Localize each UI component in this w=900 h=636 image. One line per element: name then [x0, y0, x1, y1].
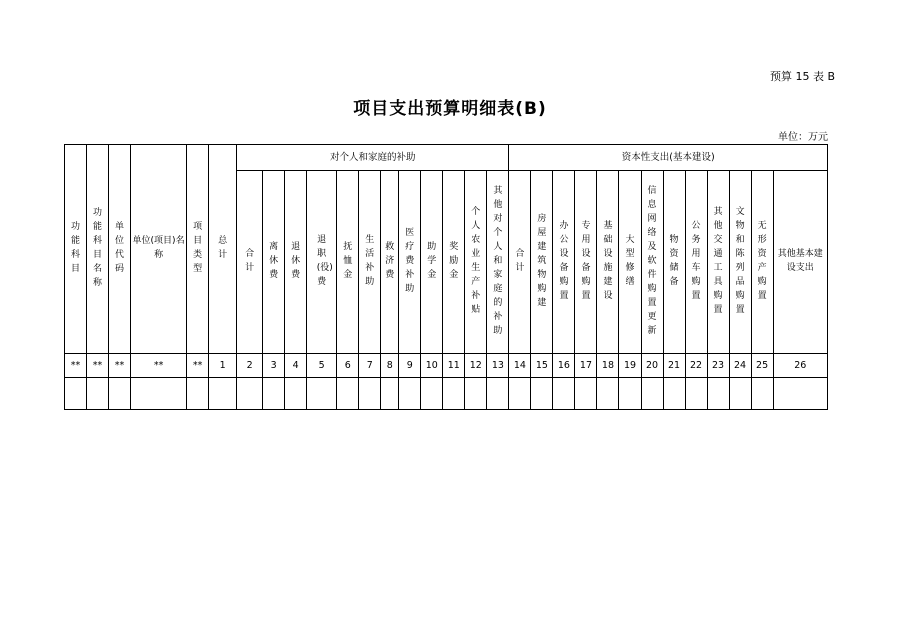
index-cell: 10	[421, 353, 443, 377]
index-cell: 13	[487, 353, 509, 377]
empty-cell	[531, 377, 553, 409]
empty-cell	[553, 377, 575, 409]
index-cell: 6	[337, 353, 359, 377]
capital-col-4: 专用设备购置	[575, 171, 597, 354]
capital-col-6: 大型修缮	[619, 171, 641, 354]
index-cell: 8	[381, 353, 399, 377]
capital-col-1: 合计	[509, 171, 531, 354]
index-cell: 1	[209, 353, 237, 377]
personal-col-7: 救济费	[381, 171, 399, 354]
index-cell: 25	[751, 353, 773, 377]
empty-cell	[443, 377, 465, 409]
index-cell: 7	[359, 353, 381, 377]
group-header-capital-expenditure: 资本性支出(基本建设)	[509, 145, 828, 171]
capital-col-13: 其他基本建设支出	[773, 171, 827, 354]
empty-cell	[87, 377, 109, 409]
index-cell: 21	[663, 353, 685, 377]
personal-col-3: 退休费	[285, 171, 307, 354]
personal-col-8: 医疗费补助	[399, 171, 421, 354]
capital-col-3: 办公设备购置	[553, 171, 575, 354]
index-cell: **	[109, 353, 131, 377]
budget-table	[64, 144, 828, 410]
index-cell: 5	[307, 353, 337, 377]
empty-cell	[187, 377, 209, 409]
index-cell: 18	[597, 353, 619, 377]
index-cell: 15	[531, 353, 553, 377]
empty-cell	[465, 377, 487, 409]
index-cell: 26	[773, 353, 827, 377]
col-header-unit-name: 单位(项目)名称	[131, 145, 187, 354]
index-cell: 12	[465, 353, 487, 377]
index-cell: 16	[553, 353, 575, 377]
index-cell: 20	[641, 353, 663, 377]
empty-cell	[421, 377, 443, 409]
index-cell: **	[131, 353, 187, 377]
col-header-function-name: 功能科目名称	[87, 145, 109, 354]
capital-col-2: 房屋建筑物购建	[531, 171, 553, 354]
index-cell: 14	[509, 353, 531, 377]
capital-col-8: 物资储备	[663, 171, 685, 354]
empty-cell	[487, 377, 509, 409]
capital-col-10: 其他交通工具购置	[707, 171, 729, 354]
empty-cell	[685, 377, 707, 409]
empty-cell	[65, 377, 87, 409]
empty-cell	[773, 377, 827, 409]
index-cell: 11	[443, 353, 465, 377]
personal-col-2: 离休费	[263, 171, 285, 354]
page-title: 项目支出预算明细表(B)	[353, 99, 547, 119]
empty-cell	[641, 377, 663, 409]
empty-cell	[109, 377, 131, 409]
col-header-function-code: 功能科目	[65, 145, 87, 354]
capital-col-11: 文物和陈列品购置	[729, 171, 751, 354]
group-header-personal-subsidy: 对个人和家庭的补助	[237, 145, 509, 171]
index-cell: **	[187, 353, 209, 377]
personal-col-12: 其他对个人和家庭的补助	[487, 171, 509, 354]
empty-cell	[131, 377, 187, 409]
unit-label: 单位：万元	[778, 132, 828, 143]
index-cell: 9	[399, 353, 421, 377]
personal-col-5: 抚恤金	[337, 171, 359, 354]
col-header-total: 总计	[209, 145, 237, 354]
personal-col-4: 退职(役)费	[307, 171, 337, 354]
empty-cell	[263, 377, 285, 409]
capital-col-7: 信息网络及软件购置更新	[641, 171, 663, 354]
empty-cell	[663, 377, 685, 409]
capital-col-9: 公务用车购置	[685, 171, 707, 354]
empty-cell	[509, 377, 531, 409]
empty-cell	[307, 377, 337, 409]
empty-cell	[359, 377, 381, 409]
index-cell: 3	[263, 353, 285, 377]
empty-cell	[285, 377, 307, 409]
personal-col-10: 奖励金	[443, 171, 465, 354]
personal-col-6: 生活补助	[359, 171, 381, 354]
empty-cell	[597, 377, 619, 409]
personal-col-9: 助学金	[421, 171, 443, 354]
index-cell: 2	[237, 353, 263, 377]
col-header-project-type: 项目类型	[187, 145, 209, 354]
index-cell: 17	[575, 353, 597, 377]
empty-cell	[381, 377, 399, 409]
index-cell: 24	[729, 353, 751, 377]
form-number: 预算 15 表 B	[770, 70, 836, 83]
capital-col-12: 无形资产购置	[751, 171, 773, 354]
col-header-unit-code: 单位代码	[109, 145, 131, 354]
empty-cell	[751, 377, 773, 409]
empty-cell	[237, 377, 263, 409]
empty-cell	[619, 377, 641, 409]
index-cell: 4	[285, 353, 307, 377]
empty-cell	[209, 377, 237, 409]
empty-cell	[575, 377, 597, 409]
empty-cell	[707, 377, 729, 409]
capital-col-5: 基础设施建设	[597, 171, 619, 354]
index-cell: **	[87, 353, 109, 377]
personal-col-1: 合计	[237, 171, 263, 354]
index-cell: 19	[619, 353, 641, 377]
empty-cell	[729, 377, 751, 409]
empty-cell	[399, 377, 421, 409]
index-cell: **	[65, 353, 87, 377]
index-cell: 23	[707, 353, 729, 377]
data-row-empty	[65, 377, 828, 409]
index-cell: 22	[685, 353, 707, 377]
personal-col-11: 个人农业生产补贴	[465, 171, 487, 354]
empty-cell	[337, 377, 359, 409]
index-row	[65, 353, 828, 377]
